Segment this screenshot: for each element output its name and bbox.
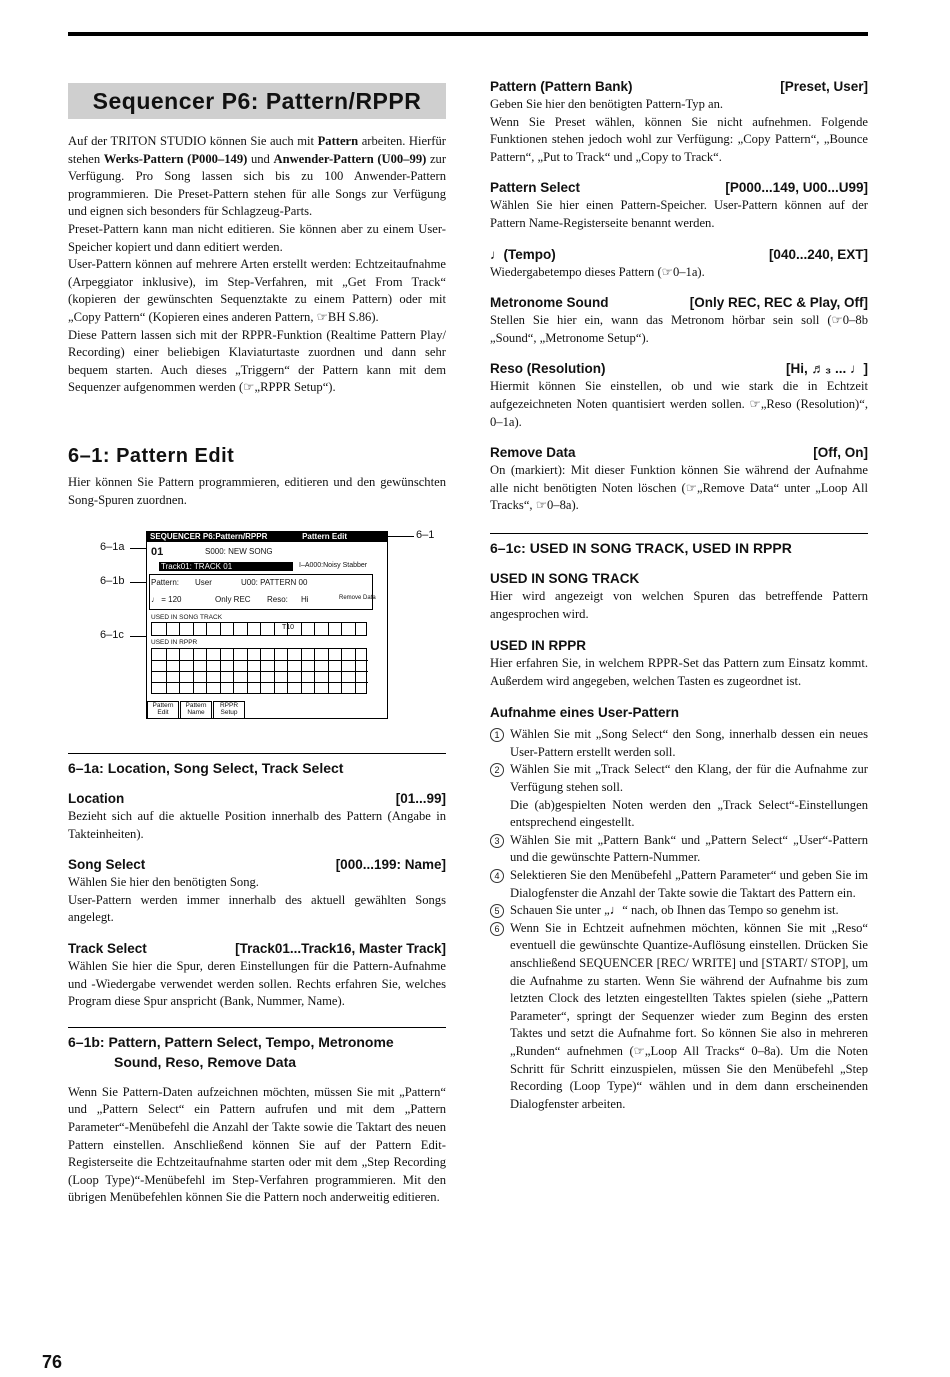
param-name: Pattern Select — [490, 180, 581, 196]
section-6-1a — [68, 753, 446, 1011]
param-heading — [490, 246, 868, 264]
step-text: Wählen Sie mit „Track Select“ den Klang, der für die Aufnahme zur Verfügung stehen soll. Die (ab)gespielten Noten werden den „Track Select“-Einstellungen entsprechend eingestellt. — [510, 762, 868, 830]
step-number: 2 — [490, 763, 504, 777]
step-number: 4 — [490, 869, 504, 883]
param-range: [000...199: Name] — [335, 857, 446, 873]
tab-pattern-edit[interactable]: Pattern Edit — [147, 701, 179, 718]
recording-step — [490, 867, 868, 902]
intro-paragraph — [68, 133, 446, 397]
param-range: [Off, On] — [813, 445, 868, 461]
param-heading — [490, 78, 868, 96]
step-number: 3 — [490, 834, 504, 848]
param-name: ♩(Tempo) — [490, 246, 556, 262]
intro-text-2: Preset-Pattern kann man nicht editieren. Sie können aber zu einem User-Speicher kopiert und dann editiert werden. — [68, 221, 446, 254]
step-text: Wählen Sie mit „Pattern Bank“ und „Pattern Select“ „User“-Pattern und die gewünschte Pattern-Nummer. — [510, 832, 868, 865]
tab-pattern-name[interactable]: Pattern Name — [180, 701, 212, 718]
param-name: Reso (Resolution) — [490, 361, 606, 377]
step-number: 6 — [490, 922, 504, 936]
page-title: Sequencer P6: Pattern/RPPR — [68, 83, 446, 119]
lcd-pattern-select[interactable]: U00: PATTERN 00 — [241, 578, 308, 588]
param-description: Wählen Sie hier den benötigten Song. User-Pattern werden immer innerhalb des aktuell gewählten Songs angelegt. — [68, 875, 446, 925]
param-range: [040...240, EXT] — [768, 246, 868, 262]
param-description: Hiermit können Sie einstellen, ob und wie stark die in Echtzeit aufgezeichneten Noten quantisiert werden sollen. ☞„Reso (Resolution)“, 0–1a). — [490, 379, 868, 429]
param-heading — [68, 940, 446, 958]
param-name: Metronome Sound — [490, 295, 609, 311]
page-number: 76 — [42, 1352, 63, 1372]
param-description: Bezieht sich auf die aktuelle Position innerhalb des Pattern (Angabe in Takteinheiten). — [68, 809, 446, 841]
callout-6-1c: 6–1c — [100, 629, 124, 642]
step-number: 5 — [490, 904, 504, 918]
section-6-1a-heading: 6–1a: Location, Song Select, Track Select — [68, 753, 446, 778]
lcd-pattern-bank[interactable]: User — [195, 578, 212, 588]
step-text: Wählen Sie mit „Song Select“ den Song, innerhalb dessen ein neues User-Pattern erstellt werden soll. — [510, 727, 868, 759]
param-name: Track Select — [68, 941, 147, 957]
lcd-diagram — [68, 531, 446, 741]
intro-text-3: User-Pattern können auf mehrere Arten erstellt werden: Echtzeitaufnahme (Arpeggiator inklusive), im Step-Verfahren, mit „Get From Track“ (kopieren der gewünschten Sequenztakte zu einem Pattern) oder mit „Copy Pattern“ (Kopieren eines anderen Pattern, ☞BH S.86). — [68, 257, 446, 324]
param-range: [Preset, User] — [780, 79, 868, 94]
lcd-track[interactable]: Track01: TRACK 01 — [159, 562, 293, 571]
user-pattern-recording-heading: Aufnahme eines User-Pattern — [490, 705, 680, 721]
param-range: [Track01...Track16, Master Track] — [235, 941, 446, 957]
recording-step — [490, 726, 868, 761]
param-name: Pattern (Pattern Bank) — [490, 79, 633, 94]
section-6-1b-text: Wenn Sie Pattern-Daten aufzeichnen möchten, müssen Sie mit „Pattern“ und „Pattern Select“ ein Pattern aufrufen und mit dem „Pattern Parameter“-Menübefehl die Anzahl der Takte sowie die Taktart des neuen Pattern einstellen. Anschließend können Sie auf der Pattern Edit-Registerseite die Echtzeitaufnahme starten oder mit dem „Step Recording (Loop Type)“-Menübefehl im Step-Verfahren programmieren. Mit den übrigen Menübefehlen können Sie die Pattern noch anderweitig editieren. — [68, 1084, 446, 1205]
param-heading — [68, 790, 446, 808]
tab-rppr-setup[interactable]: RPPR Setup — [213, 701, 245, 718]
param-description: Wiedergabetempo dieses Pattern (☞0–1a). — [490, 264, 705, 279]
lcd-reso[interactable]: Hi — [301, 595, 309, 605]
recording-steps — [490, 726, 868, 1113]
used-in-song-track-text: Hier wird angezeigt von welchen Spuren das betreffende Pattern angesprochen wird. — [490, 588, 868, 621]
param-description: Geben Sie hier den benötigten Pattern-Typ an. Wenn Sie Preset wählen, können Sie nicht aufnehmen. Folgende Funktionen stehen jedoch wohl zur Verfügung: „Copy Pattern“, „Bounce Pattern“, „Put to Track“ und „Copy to Track“. — [490, 97, 868, 164]
used-in-song-track-heading: USED IN SONG TRACK — [490, 570, 640, 586]
param-name: Song Select — [68, 857, 146, 873]
lcd-tabs — [147, 701, 246, 718]
step-number: 1 — [490, 728, 504, 742]
song-grid-lines — [152, 623, 368, 635]
param-name: Location — [68, 791, 125, 807]
param-range: [01...99] — [395, 791, 446, 807]
step-text: Schauen Sie unter „♩“ nach, ob Ihnen das Tempo so genehm ist. — [510, 903, 839, 918]
recording-step — [490, 761, 868, 831]
lcd-track-program: I–A000:Noisy Stabber — [299, 562, 368, 570]
lcd-metronome[interactable]: Only REC — [215, 595, 251, 605]
param-range: [Hi, ♬₃ ... ♩] — [786, 361, 868, 377]
callout-6-1: 6–1 — [416, 529, 435, 542]
section-6-1-text: Hier können Sie Pattern programmieren, editieren und den gewünschten Song-Spuren zuordnen. — [68, 474, 446, 507]
param-description: On (markiert): Mit dieser Funktion können Sie während der Aufnahme alle nicht benötigten Noten löschen (☞„Remove Data“ unter „Loop All Tracks“, ☞0–8a). — [490, 463, 868, 513]
right-column — [490, 78, 868, 1113]
used-in-rppr-text: Hier erfahren Sie, in welchem RPPR-Set das Pattern zum Einsatz kommt. Außerdem wird angegeben, welchen Tasten es zugeordnet ist. — [490, 656, 868, 688]
section-6-1b — [68, 1027, 446, 1207]
step-text: Selektieren Sie den Menübefehl „Pattern Parameter“ und geben Sie im Dialogfenster die Anzahl der Takte sowie die Taktart des Pattern ein. — [510, 868, 868, 900]
param-description: Wählen Sie hier einen Pattern-Speicher. User-Pattern können auf der Pattern Name-Registerseite benannt werden. — [490, 198, 868, 230]
intro-text-4: Diese Pattern lassen sich mit der RPPR-Funktion (Realtime Pattern Play/ Recording) einer beliebigen Klaviaturtaste zuordnen und dann sehr bequem starten. Auch dieses „Triggern“ der Pattern kann mit dem Sequenzer aufgenommen werden (☞„RPPR Setup“). — [68, 327, 446, 395]
lcd-used-rppr-grid — [151, 648, 367, 694]
param-range: [Only REC, REC & Play, Off] — [689, 295, 868, 311]
param-heading — [68, 856, 446, 874]
param-heading — [490, 444, 868, 462]
param-heading — [490, 179, 868, 197]
recording-step — [490, 920, 868, 1114]
lcd-used-song-grid — [151, 622, 367, 636]
section-6-1a-params — [68, 790, 446, 1011]
lcd-used-rppr-label: USED IN RPPR — [151, 639, 198, 647]
intro-text-1: Auf der TRITON STUDIO können Sie auch mit Pattern arbeiten. Hierfür stehen Werks-Pattern (P000–149) und Anwender-Pattern (U00–99) zur Verfügung. Pro Song lassen sich bis zu 100 Anwender-Pattern programmieren. Die Preset-Pattern stehen für alle Songs zur Verfügung und eignen sich besonders für Schlagzeug-Parts. — [68, 134, 447, 219]
step-text: Wenn Sie in Echtzeit aufnehmen möchten, können Sie mit „Reso“ eventuell die gewünschte Quantize-Auflösung einstellen. Drücken Sie anschließend SEQUENCER [REC/ WRITE] und [START/ STOP], um die Aufnahme zu starten. Wenn Sie während der Aufnahme bis zum letzten Clock des letzten eingestellten Taktes spielen (siehe „Pattern Parameter“, springt der Sequenzer wieder zum Beginn des ersten Taktes und setzt die Aufnahme fort. So können Sie also in mehreren „Runden“ aufnehmen (☞„Loop All Tracks“ 0–8a). Um die Noten Schritt für Schritt einzuspielen, müssen Sie den Menübefehl „Step Recording (Loop Type)“ wählen und in dem dann erscheinenden Dialogfenster arbeiten. — [510, 920, 868, 1111]
section-6-1c-heading: 6–1c: USED IN SONG TRACK, USED IN RPPR — [490, 533, 868, 558]
top-rule — [68, 32, 868, 36]
lcd-pattern-label: Pattern: — [151, 578, 180, 588]
section-6-1c — [490, 533, 868, 1113]
param-description: Stellen Sie hier ein, wann das Metronom hörbar sein soll (☞0–8b „Sound“, „Metronome Setup“). — [490, 313, 868, 345]
lcd-remove-data[interactable]: Remove Data — [339, 595, 376, 602]
rppr-grid-lines — [152, 649, 368, 693]
lcd-used-song-marker: T10 — [282, 624, 295, 632]
section-6-1b-heading: 6–1b: Pattern, Pattern Select, Tempo, Metronome Sound, Reso, Remove Data — [68, 1027, 446, 1072]
param-heading — [490, 294, 868, 312]
callout-6-1b: 6–1b — [100, 575, 125, 588]
recording-step — [490, 902, 868, 920]
param-heading — [490, 360, 868, 378]
section-6-1-heading: 6–1: Pattern Edit — [68, 444, 235, 467]
param-name: Remove Data — [490, 445, 576, 461]
lcd-location[interactable]: 01 — [151, 546, 164, 559]
lcd-song[interactable]: S000: NEW SONG — [205, 547, 273, 557]
right-params — [490, 78, 868, 515]
param-range: [P000...149, U00...U99] — [725, 180, 868, 196]
lcd-used-song-label: USED IN SONG TRACK — [151, 614, 223, 622]
lcd-reso-label: Reso: — [267, 595, 288, 605]
used-in-rppr-heading: USED IN RPPR — [490, 638, 587, 654]
param-description: Wählen Sie hier die Spur, deren Einstellungen für die Pattern-Aufnahme und -Wiedergabe verwendet werden sollen. Rechts erfahren Sie, welches Program diese Spur anspricht (Bank, Nummer, Name). — [68, 959, 446, 1009]
left-column — [68, 78, 446, 1207]
lcd-screen — [146, 531, 388, 719]
callout-6-1a: 6–1a — [100, 541, 125, 554]
lcd-title-bar: SEQUENCER P6:Pattern/RPPR Pattern Edit — [147, 532, 387, 542]
recording-step — [490, 832, 868, 867]
lcd-tempo[interactable]: ♩ = 120 — [151, 595, 182, 605]
